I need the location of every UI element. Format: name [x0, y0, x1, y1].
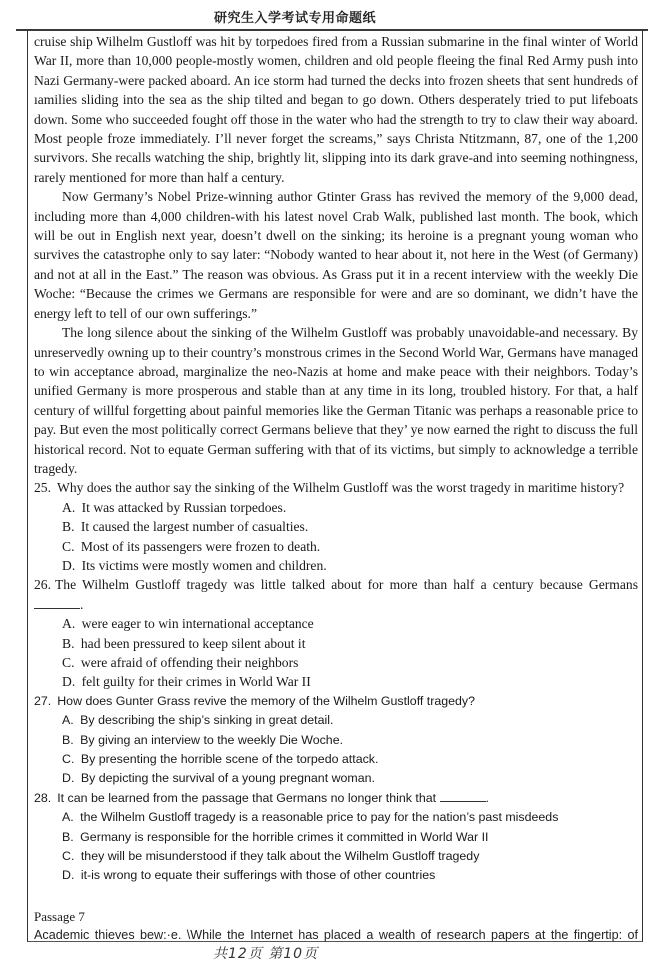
- question-27: [34, 692, 638, 789]
- page-content: [34, 32, 638, 944]
- option-a[interactable]: [34, 498, 638, 517]
- option-text: they will be misunderstood if they talk about the Wilhelm Gustloff tragedy: [80, 849, 480, 864]
- option-list: [34, 614, 638, 692]
- option-c[interactable]: [34, 653, 638, 672]
- option-letter: B.: [62, 519, 75, 535]
- option-letter: C.: [62, 538, 75, 554]
- question-text: How does Gunter Grass revive the memory of the Wilhelm Gustloff tragedy?: [57, 693, 476, 708]
- question-number: 26.: [34, 577, 51, 593]
- answer-blank[interactable]: [440, 789, 486, 802]
- question-text: Why does the author say the sinking of the Wilhelm Gustloff was the worst tragedy in maritime history?: [57, 480, 625, 496]
- option-text: felt guilty for their crimes in World War II: [81, 674, 311, 690]
- passage-paragraph-3: The long silence about the sinking of the Wilhelm Gustloff was probably unavoidable-and necessary. By unreservedly owning up to their country’s monstrous crimes in the Second World War, Germans have managed to win acceptance abroad, marginalize the neo-Nazis at home and make peace with their neighbors. Today’s unified Germany is more prosperous and stable than at any time in its long, troubled history. For that, a half century of willful forgetting about painful memories like the German Titanic was perhaps a reasonable price to pay. But even the most politically correct Germans believe that they’ ye now earned the right to discuss the full historical record. Not to equate German suffering with that of its victims, but simply to acknowledge a terrible tragedy.: [34, 325, 638, 476]
- option-letter: A.: [62, 810, 74, 825]
- option-d[interactable]: [34, 556, 638, 575]
- option-c[interactable]: [34, 847, 638, 866]
- option-letter: B.: [62, 635, 75, 651]
- option-text: Its victims were mostly women and children.: [81, 557, 327, 573]
- option-text: By describing the ship’s sinking in great detail.: [80, 713, 334, 728]
- passage-paragraph-1: cruise ship Wilhelm Gustloff was hit by torpedoes fired from a Russian submarine in the final winter of World War II, more than 10,000 people-mostly women, children and old people fleeing the final Red Army push into Nazi Germany-were packed aboard. An ice storm had turned the decks into frozen sheets that sent hundreds of ıamilies sliding into the sea as the ship tilted and began to go down. Others desperately tried to put lifeboats down. Some who succeeded fought off those in the water who had the strength to try to claw their way aboard. Most people froze immediately. I’ll never forget the screams,” says Christa Ntitzmann, 87, one of the 1,200 survivors. She recalls watching the ship, brightly lit, slipping into its dark grave-and into seeming nothingness, rarely mentioned for more than half a century.: [34, 34, 638, 185]
- option-d[interactable]: [34, 866, 638, 885]
- option-letter: C.: [62, 849, 75, 864]
- option-b[interactable]: [34, 828, 638, 847]
- option-letter: D.: [62, 557, 76, 573]
- exam-paper-header: 研究生入学考试专用命题纸: [213, 11, 376, 26]
- option-letter: D.: [62, 868, 75, 883]
- option-letter: B.: [62, 732, 74, 747]
- option-text: had been pressured to keep silent about it: [80, 635, 306, 651]
- answer-blank-line: [34, 595, 638, 614]
- question-text: The Wilhelm Gustloff tragedy was little talked about for more than half a century because Germans: [55, 577, 638, 593]
- passage-7-first-line: Academic thieves bew:·e. \While the Internet has placed a wealth of research papers at the fingertip: of: [34, 927, 638, 942]
- option-letter: C.: [62, 654, 75, 670]
- option-letter: D.: [62, 771, 75, 786]
- option-letter: B.: [62, 829, 74, 844]
- option-letter: A.: [62, 499, 76, 515]
- passage-paragraph-2: Now Germany’s Nobel Prize-winning author Gtinter Grass has revived the memory of the 9,000 dead, including more than 4,000 children-with his latest novel Crab Walk, published last month. The book, which will be out in English next year, doesn’t dwell on the sinking; its heroine is a pregnant young woman who survives the catastrophe only to say later: “Nobody wanted to hear about it, not here in the West (of Germany) and not at all in the East.” The reason was obvious. As Grass put it in a recent interview with the weekly Die Woche: “Because the crimes we Germans are responsible for were and are so dominant, we didn’t have the energy left to tell of our own sufferings.”: [34, 189, 638, 321]
- option-text: it-is wrong to equate their sufferings with those of other countries: [80, 868, 436, 883]
- section-spacer: [34, 886, 638, 905]
- question-stem: [34, 692, 638, 711]
- option-text: It was attacked by Russian torpedoes.: [81, 499, 287, 515]
- question-number: 27.: [34, 693, 52, 708]
- option-b[interactable]: [34, 731, 638, 750]
- question-stem: [34, 478, 638, 497]
- option-text: the Wilhelm Gustloff tragedy is a reasonable price to pay for the nation’s past misdeeds: [80, 810, 559, 825]
- option-list: [34, 498, 638, 576]
- stem-end: .: [80, 596, 84, 612]
- option-text: It caused the largest number of casualties.: [80, 519, 309, 535]
- option-b[interactable]: [34, 517, 638, 536]
- option-text: Germany is responsible for the horrible crimes it committed in World War II: [80, 829, 489, 844]
- option-list: [34, 711, 638, 789]
- option-text: were eager to win international acceptance: [81, 616, 314, 632]
- option-letter: C.: [62, 752, 75, 767]
- question-text: It can be learned from the passage that Germans no longer think that: [57, 790, 437, 805]
- question-number: 25.: [34, 480, 51, 496]
- option-d[interactable]: [34, 672, 638, 691]
- option-letter: D.: [62, 674, 76, 690]
- question-number: 28.: [34, 790, 52, 805]
- option-a[interactable]: [34, 808, 638, 827]
- option-c[interactable]: [34, 537, 638, 556]
- question-stem: [34, 789, 638, 808]
- option-text: Most of its passengers were frozen to death.: [80, 538, 321, 554]
- option-letter: A.: [62, 616, 76, 632]
- option-text: By presenting the horrible scene of the torpedo attack.: [80, 752, 379, 767]
- question-stem: [34, 575, 638, 594]
- answer-blank[interactable]: [34, 596, 80, 609]
- handwritten-page-number: 共12页 第10页: [213, 946, 319, 962]
- question-25: [34, 478, 638, 575]
- option-text: were afraid of offending their neighbors: [80, 654, 299, 670]
- option-text: By depicting the survival of a young pregnant woman.: [80, 771, 375, 786]
- passage-7-label: Passage 7: [34, 908, 85, 924]
- question-28: [34, 789, 638, 886]
- option-c[interactable]: [34, 750, 638, 769]
- option-a[interactable]: [34, 711, 638, 730]
- question-26: [34, 575, 638, 691]
- option-a[interactable]: [34, 614, 638, 633]
- stem-end: .: [485, 790, 489, 805]
- option-text: By giving an interview to the weekly Die Woche.: [80, 732, 344, 747]
- option-list: [34, 808, 638, 886]
- option-letter: A.: [62, 713, 74, 728]
- option-b[interactable]: [34, 634, 638, 653]
- option-d[interactable]: [34, 769, 638, 788]
